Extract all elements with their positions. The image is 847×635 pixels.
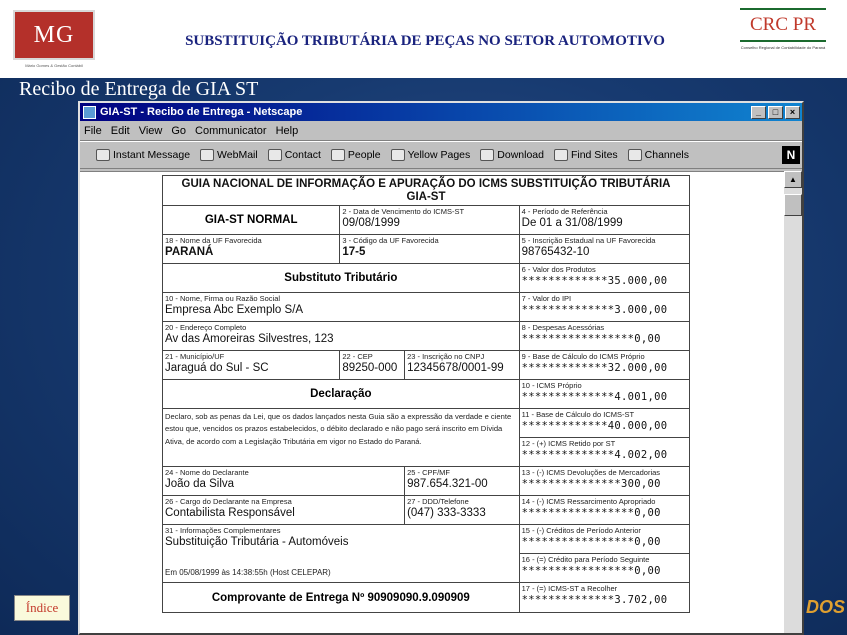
- field-value: (047) 333-3333: [407, 507, 486, 519]
- field-value: 98765432-10: [521, 246, 590, 258]
- menu-view[interactable]: View: [138, 124, 163, 137]
- contact-icon: [268, 149, 282, 161]
- field-label: 7 - Valor do IPI: [521, 294, 572, 303]
- field-2: [340, 206, 519, 234]
- field-label: 12 - (+) ICMS Retido por ST: [521, 439, 616, 448]
- crc-logo-mark: CRC PR: [740, 8, 826, 42]
- field-label: 8 - Despesas Acessórias: [521, 323, 605, 332]
- minimize-button[interactable]: _: [751, 106, 766, 119]
- field-label: 21 - Município/UF: [165, 352, 225, 361]
- slide-subtitle: Recibo de Entrega de GIA ST: [19, 78, 259, 100]
- toolbar-people[interactable]: [331, 149, 381, 161]
- field-label: 18 - Nome da UF Favorecida: [165, 236, 262, 245]
- toolbar-instant-message[interactable]: [96, 149, 190, 161]
- crc-logo-caption: Conselho Regional de Contabilidade do Paraná: [740, 45, 826, 50]
- field-value: ***************300,00: [521, 478, 661, 490]
- field-10-icms: [520, 380, 689, 408]
- title-bar[interactable]: [80, 103, 802, 121]
- field-26: [163, 496, 405, 524]
- toolbar-channels[interactable]: [628, 149, 689, 161]
- field-label: 23 - Inscrição no CNPJ: [407, 352, 485, 361]
- field-value: João da Silva: [165, 478, 235, 490]
- field-label: 15 - (-) Créditos de Período Anterior: [521, 526, 641, 535]
- toolbar-label: Contact: [284, 149, 321, 161]
- field-label: 13 - (-) ICMS Devoluções de Mercadorias: [521, 468, 661, 477]
- section-substituto: Substituto Tributário: [163, 264, 520, 292]
- field-value: **************3.702,00: [521, 594, 668, 606]
- field-value: Substituição Tributária - Automóveis: [165, 536, 349, 548]
- people-icon: [331, 149, 345, 161]
- index-button[interactable]: Índice: [14, 595, 70, 621]
- netscape-logo-icon[interactable]: N: [782, 146, 800, 164]
- field-16: [520, 554, 689, 582]
- field-15: [520, 525, 689, 554]
- menu-help[interactable]: Help: [275, 124, 299, 137]
- toolbar-webmail[interactable]: [200, 149, 258, 161]
- field-label: 25 - CPF/MF: [407, 468, 450, 477]
- scroll-up-icon[interactable]: ▲: [784, 171, 802, 188]
- field-label: 4 - Período de Referência: [521, 207, 608, 216]
- field-label: 3 - Código da UF Favorecida: [342, 236, 439, 245]
- netscape-app-icon: [83, 106, 96, 119]
- field-21: [163, 351, 340, 379]
- field-value: 987.654.321-00: [407, 478, 488, 490]
- field-label: 10 - ICMS Próprio: [521, 381, 582, 390]
- field-value: *************40.000,00: [521, 420, 668, 432]
- form-title: [163, 176, 689, 205]
- field-label: 10 - Nome, Firma ou Razão Social: [165, 294, 281, 303]
- toolbar-label: Find Sites: [570, 149, 618, 161]
- field-label: 26 - Cargo do Declarante na Empresa: [165, 497, 292, 506]
- field-label: 2 - Data de Vencimento do ICMS-ST: [342, 207, 465, 216]
- toolbar-find-sites[interactable]: [554, 149, 618, 161]
- field-value: Av das Amoreiras Silvestres, 123: [165, 333, 334, 345]
- field-label: 27 - DDD/Telefone: [407, 497, 469, 506]
- toolbar-label: Yellow Pages: [407, 149, 471, 161]
- field-14: [520, 496, 689, 524]
- form-title-line2: GIA-ST: [406, 191, 446, 203]
- gia-st-receipt-form: [162, 175, 690, 613]
- section-declaracao: Declaração: [163, 380, 520, 408]
- crc-logo: [728, 8, 838, 56]
- field-12: [520, 438, 689, 466]
- field-label: 24 - Nome do Declarante: [165, 468, 249, 477]
- mg-logo-mark: MG: [13, 10, 95, 60]
- menu-go[interactable]: Go: [171, 124, 187, 137]
- find-sites-icon: [554, 149, 568, 161]
- field-value: Empresa Abc Exemplo S/A: [165, 304, 304, 316]
- toolbar-label: Instant Message: [113, 149, 191, 161]
- field-9: [520, 351, 689, 379]
- field-24: [163, 467, 405, 495]
- field-value: 17-5: [342, 246, 366, 258]
- field-value: 09/08/1999: [342, 217, 400, 229]
- field-label: 16 - (=) Crédito para Período Seguinte: [521, 555, 650, 564]
- download-icon: [480, 149, 494, 161]
- field-label: 14 - (-) ICMS Ressarcimento Apropriado: [521, 497, 656, 506]
- field-label: 5 - Inscrição Estadual na UF Favorecida: [521, 236, 656, 245]
- declaration-text: Declaro, sob as penas da Lei, que os dados lançados nesta Guia são a expressão da verdade e ciente estou que, vencidos os prazos estabelecidos, o débito declarado e não pago será inscrito em Dívida Ativa, de acordo com a Legislação Tributária em vigor no Estado do Paraná.: [163, 409, 520, 466]
- corner-decoration-text: DOS: [806, 597, 846, 617]
- field-value: **************4.002,00: [521, 449, 668, 461]
- field-label: 31 - Informações Complementares: [165, 526, 281, 535]
- toolbar-download[interactable]: [480, 149, 544, 161]
- browser-window: [78, 101, 804, 635]
- yellow-pages-icon: [391, 149, 405, 161]
- field-7: [520, 293, 689, 321]
- field-value: 89250-000: [342, 362, 398, 374]
- field-27: [405, 496, 520, 524]
- field-value: **************3.000,00: [521, 304, 668, 316]
- field-10: [163, 293, 520, 321]
- mg-logo: [13, 10, 95, 72]
- field-label: 11 - Base de Cálculo do ICMS-ST: [521, 410, 635, 419]
- menu-file[interactable]: File: [84, 124, 102, 137]
- field-31-box: [163, 525, 519, 565]
- page-viewport[interactable]: [80, 171, 786, 633]
- vertical-scrollbar[interactable]: [784, 171, 802, 633]
- toolbar-label: WebMail: [217, 149, 258, 161]
- slide-title: SUBSTITUIÇÃO TRIBUTÁRIA DE PEÇAS NO SETOR AUTOMOTIVO: [185, 33, 665, 49]
- gia-normal-label: GIA-ST NORMAL: [163, 206, 340, 234]
- field-31: [163, 525, 520, 582]
- field-3: [340, 235, 519, 263]
- instant-message-icon: [96, 149, 110, 161]
- mg-logo-caption: Mário Gomes & Gestão Contábil: [25, 63, 83, 68]
- toolbar-label: People: [347, 149, 381, 161]
- scroll-thumb[interactable]: [784, 194, 802, 216]
- toolbar-label: Download: [497, 149, 544, 161]
- field-25: [405, 467, 520, 495]
- personal-toolbar: [80, 141, 802, 169]
- channels-icon: [628, 149, 642, 161]
- field-value: *****************0,00: [521, 536, 661, 548]
- field-value: *************35.000,00: [521, 275, 668, 287]
- field-value: *****************0,00: [521, 507, 661, 519]
- field-18: [163, 235, 340, 263]
- sent-info: Em 05/08/1999 às 14:38:55h (Host CELEPAR): [165, 568, 331, 577]
- webmail-icon: [200, 149, 214, 161]
- menu-communicator[interactable]: Communicator: [195, 124, 267, 137]
- field-label: 17 - (=) ICMS-ST a Recolher: [521, 584, 618, 593]
- field-11: [520, 409, 689, 438]
- menu-bar: [80, 121, 802, 141]
- field-value: Jaraguá do Sul - SC: [165, 362, 269, 374]
- toolbar-label: Channels: [644, 149, 690, 161]
- field-6: [520, 264, 689, 292]
- field-value: *****************0,00: [521, 333, 661, 345]
- field-value: 12345678/0001-99: [407, 362, 504, 374]
- menu-edit[interactable]: Edit: [110, 124, 130, 137]
- field-17: [520, 583, 689, 612]
- field-label: 22 - CEP: [342, 352, 373, 361]
- comprovante-number: Comprovante de Entrega Nº 90909090.9.090909: [163, 583, 520, 612]
- field-value: *****************0,00: [521, 565, 661, 577]
- maximize-button[interactable]: □: [768, 106, 783, 119]
- form-title-line1: GUIA NACIONAL DE INFORMAÇÃO E APURAÇÃO DO ICMS SUBSTITUIÇÃO TRIBUTÁRIA: [181, 178, 671, 190]
- field-value: Contabilista Responsável: [165, 507, 295, 519]
- field-value: **************4.001,00: [521, 391, 668, 403]
- fields-15-16: [520, 525, 689, 582]
- toolbar-yellow-pages[interactable]: [391, 149, 471, 161]
- field-value: *************32.000,00: [521, 362, 668, 374]
- close-button[interactable]: ×: [785, 106, 800, 119]
- field-4: [520, 206, 689, 234]
- field-value: PARANÁ: [165, 246, 214, 258]
- field-label: 9 - Base de Cálculo do ICMS Próprio: [521, 352, 645, 361]
- field-label: 6 - Valor dos Produtos: [521, 265, 596, 274]
- field-22: [340, 351, 405, 379]
- field-label: 20 - Endereço Completo: [165, 323, 247, 332]
- field-value: De 01 a 31/08/1999: [521, 217, 623, 229]
- window-title: GIA-ST - Recibo de Entrega - Netscape: [100, 106, 303, 118]
- field-20: [163, 322, 520, 350]
- toolbar-contact[interactable]: [268, 149, 321, 161]
- fields-11-12: [520, 409, 689, 466]
- field-23: [405, 351, 520, 379]
- field-8: [520, 322, 689, 350]
- field-13: [520, 467, 689, 495]
- field-5: [520, 235, 689, 263]
